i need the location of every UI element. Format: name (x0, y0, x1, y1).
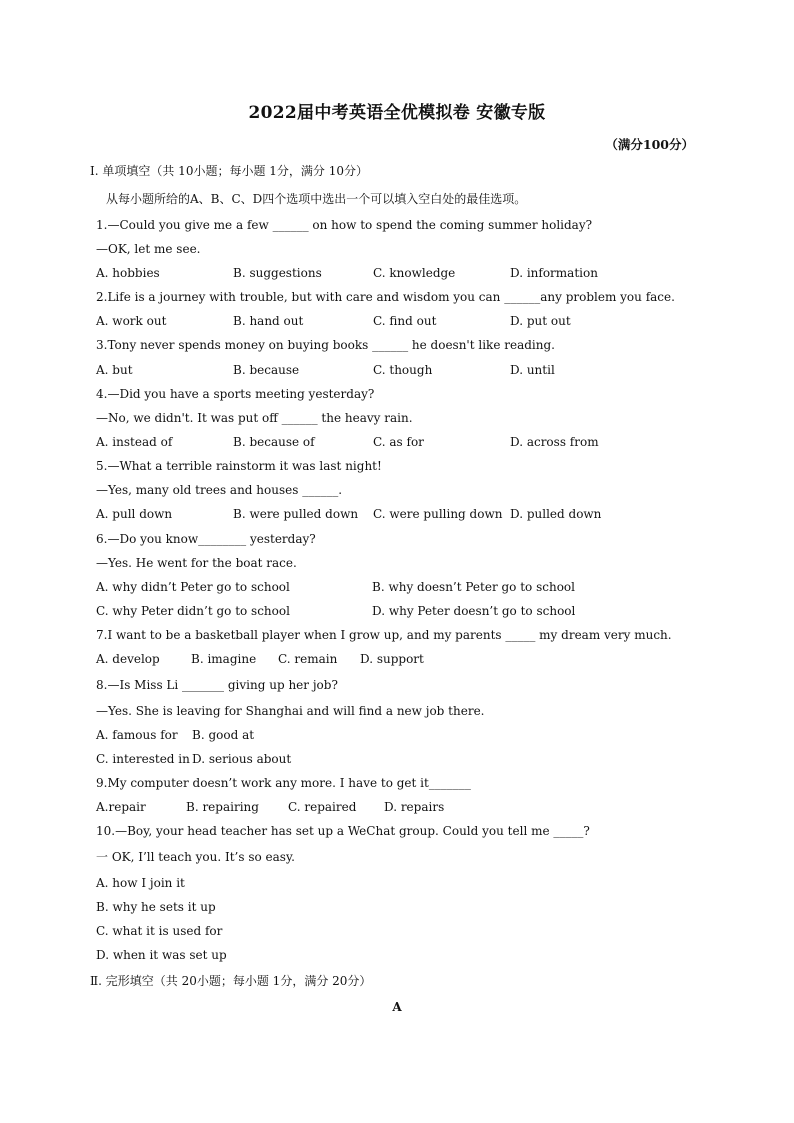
q9-option-b: B. repairing (186, 800, 259, 814)
q1-option-d: D. information (510, 266, 598, 280)
q7-option-d: D. support (360, 652, 424, 666)
section2-heading: Ⅱ. 完形填空（共 20小题；每小题 1分，满分 20分） (90, 974, 372, 988)
q10-option-b: B. why he sets it up (96, 900, 216, 914)
q4-option-c: C. as for (373, 435, 424, 449)
q8-option-d: D. serious about (192, 752, 292, 766)
q6-option-c: C. why Peter didn’t go to school (96, 604, 290, 618)
q2-option-b: B. hand out (233, 314, 304, 328)
q7-option-a: A. develop (96, 652, 160, 666)
q1-option-a: A. hobbies (96, 266, 160, 280)
q4-option-b: B. because of (233, 435, 315, 449)
q2-option-a: A. work out (96, 314, 167, 328)
q4-option-d: D. across from (510, 435, 599, 449)
q3-option-d: D. until (510, 363, 555, 377)
q1-option-b: B. suggestions (233, 266, 322, 280)
q6-option-a: A. why didn’t Peter go to school (96, 580, 290, 594)
q8-response: —Yes. She is leaving for Shanghai and will find a new job there. (96, 704, 485, 718)
q7-stem: 7.I want to be a basketball player when I grow up, and my parents _____ my dream very much. (96, 628, 672, 642)
q9-option-c: C. repaired (288, 800, 357, 814)
q4-option-a: A. instead of (96, 435, 173, 449)
q9-option-a: A.repair (96, 800, 146, 814)
q3-option-a: A. but (96, 363, 133, 377)
q5-option-b: B. were pulled down (233, 507, 359, 521)
q8-stem: 8.—Is Miss Li _______ giving up her job? (96, 678, 338, 692)
q10-option-a: A. how I join it (96, 876, 185, 890)
q5-stem: 5.—What a terrible rainstorm it was last night! (96, 459, 382, 473)
q5-option-c: C. were pulling down (373, 507, 503, 521)
passage-label: A (392, 1000, 402, 1014)
q5-option-a: A. pull down (96, 507, 173, 521)
full-score: （满分100分） (605, 137, 694, 152)
q2-stem: 2.Life is a journey with trouble, but with care and wisdom you can ______any problem you face. (96, 290, 675, 304)
q4-response: —No, we didn't. It was put off ______ the heavy rain. (96, 411, 413, 425)
q6-stem: 6.—Do you know________ yesterday? (96, 532, 316, 546)
exam-title: 2022届中考英语全优模拟卷 安徽专版 (248, 103, 546, 123)
q10-stem: 10.—Boy, your head teacher has set up a WeChat group. Could you tell me _____? (96, 824, 590, 838)
q1-option-c: C. knowledge (373, 266, 456, 280)
q1-response: —OK, let me see. (96, 242, 201, 256)
q6-response: —Yes. He went for the boat race. (96, 556, 297, 570)
q2-option-d: D. put out (510, 314, 571, 328)
q5-response: —Yes, many old trees and houses ______. (96, 483, 343, 497)
section1-instruction: 从每小题所给的A、B、C、D四个选项中选出一个可以填入空白处的最佳选项。 (106, 192, 527, 206)
q8-option-b: B. good at (192, 728, 255, 742)
q10-option-c: C. what it is used for (96, 924, 223, 938)
q5-option-d: D. pulled down (510, 507, 602, 521)
q4-stem: 4.—Did you have a sports meeting yesterday? (96, 387, 375, 401)
q9-stem: 9.My computer doesn’t work any more. I have to get it_______ (96, 776, 471, 790)
q10-response: 一 OK, I’ll teach you. It’s so easy. (96, 850, 295, 864)
q1-stem: 1.—Could you give me a few ______ on how to spend the coming summer holiday? (96, 218, 593, 232)
q7-option-c: C. remain (278, 652, 338, 666)
q3-stem: 3.Tony never spends money on buying books ______ he doesn't like reading. (96, 338, 555, 352)
q7-option-b: B. imagine (191, 652, 257, 666)
q2-option-c: C. find out (373, 314, 437, 328)
q3-option-c: C. though (373, 363, 433, 377)
q6-option-d: D. why Peter doesn’t go to school (372, 604, 576, 618)
q8-option-a: A. famous for (96, 728, 178, 742)
q8-option-c: C. interested in (96, 752, 190, 766)
q9-option-d: D. repairs (384, 800, 445, 814)
q6-option-b: B. why doesn’t Peter go to school (372, 580, 575, 594)
q10-option-d: D. when it was set up (96, 948, 227, 962)
section1-heading: Ⅰ. 单项填空（共 10小题；每小题 1分，满分 10分） (90, 164, 368, 178)
q3-option-b: B. because (233, 363, 300, 377)
